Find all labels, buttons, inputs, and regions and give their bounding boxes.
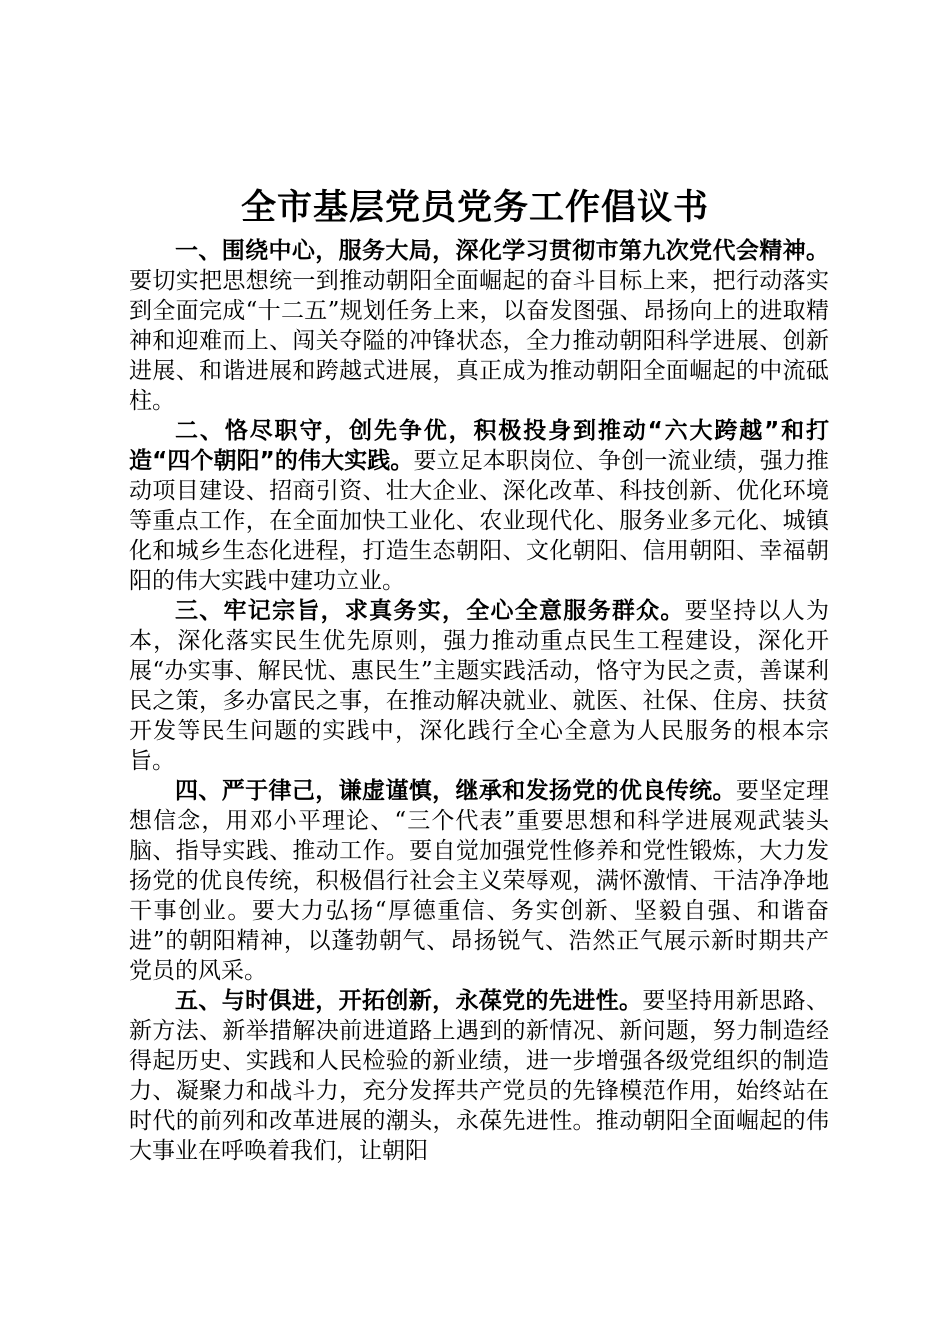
paragraph-text: 要坚定理想信念，用邓小平理论、“三个代表”重要思想和科学进展观武装头脑、指导实践、推动工作。要自觉加强党性修养和党性锻炼，大力发扬党的优良传统，积极倡行社会主义荣辱观，满怀激情、干洁净净地干事创业。要大力弘扬“厚德重信、务实创新、坚毅自强、和谐奋进”的朝阳精神，以蓬勃朝气、昂扬锐气、浩然正气展示新时期共产党员的风采。 <box>129 778 830 984</box>
document-body <box>129 236 829 1166</box>
paragraph-heading: 三、牢记宗旨，求真务实，全心全意服务群众。 <box>175 598 685 624</box>
paragraph-heading: 一、围绕中心，服务大局，深化学习贯彻市第九次党代会精神。 <box>175 238 829 264</box>
paragraph-text: 要切实把思想统一到推动朝阳全面崛起的奋斗目标上来，把行动落实到全面完成“十二五”规划任务上来，以奋发图强、昂扬向上的进取精神和迎难而上、闯关夺隘的冲锋状态，全力推动朝阳科学进展、创新进展、和谐进展和跨越式进展，真正成为推动朝阳全面崛起的中流砥柱。 <box>129 268 829 414</box>
paragraph-heading: 五、与时俱进，开拓创新，永葆党的先进性。 <box>175 988 643 1014</box>
paragraph-5 <box>129 986 829 1166</box>
paragraph-heading: 二、恪尽职守，创先争优，积极投身到推动“六大跨越”和打造“四个朝阳”的伟大实践。 <box>129 418 829 474</box>
paragraph-text: 要坚持用新思路、新方法、新举措解决前进道路上遇到的新情况、新问题，努力制造经得起历史、实践和人民检验的新业绩，进一步增强各级党组织的制造力、凝聚力和战斗力，充分发挥共产党员的先锋模范作用，始终站在时代的前列和改革进展的潮头，永葆先进性。推动朝阳全面崛起的伟大事业在呼唤着我们，让朝阳 <box>129 988 830 1164</box>
paragraph-heading: 四、严于律己，谦虚谨慎，继承和发扬党的优良传统。 <box>175 778 736 804</box>
paragraph-text: 要坚持以人为本，深化落实民生优先原则，强力推动重点民生工程建设，深化开展“办实事、解民忧、惠民生”主题实践活动，恪守为民之责，善谋利民之策，多办富民之事，在推动解决就业、就医、社保、住房、扶贫开发等民生问题的实践中，深化践行全心全意为人民服务的根本宗旨。 <box>129 598 830 774</box>
document-title: 全市基层党员党务工作倡议书 <box>240 188 709 228</box>
paragraph-2 <box>129 416 829 596</box>
paragraph-text: 要立足本职岗位、争创一流业绩，强力推动项目建设、招商引资、壮大企业、深化改革、科技创新、优化环境等重点工作，在全面加快工业化、农业现代化、服务业多元化、城镇化和城乡生态化进程，打造生态朝阳、文化朝阳、信用朝阳、幸福朝阳的伟大实践中建功立业。 <box>129 448 830 594</box>
paragraph-4 <box>129 776 829 986</box>
paragraph-1 <box>129 236 829 416</box>
paragraph-3 <box>129 596 829 776</box>
